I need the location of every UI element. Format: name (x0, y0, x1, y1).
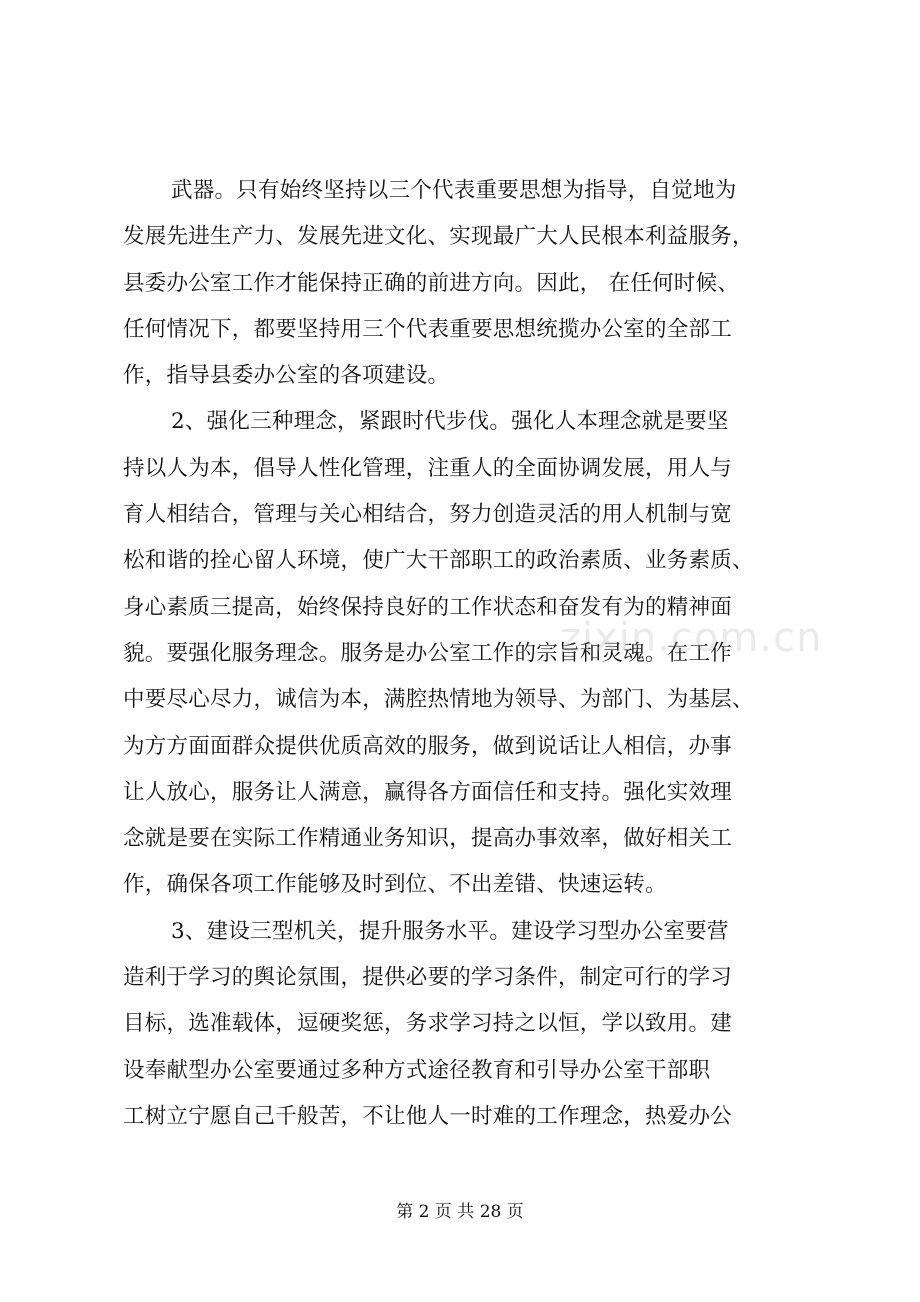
text-line: 作，确保各项工作能够及时到位、不出差错、快速运转。 (123, 872, 667, 898)
text-line: 中要尽心尽力，诚信为本，满腔热情地为领导、为部门、为基层、 (123, 687, 754, 713)
text-line: 任何情况下，都要坚持用三个代表重要思想统揽办公室的全部工 (123, 316, 733, 342)
text-line: 造利于学习的舆论氛围，提供必要的学习条件，制定可行的学习 (123, 965, 733, 991)
text-line: 育人相结合，管理与关心相结合，努力创造灵活的用人机制与宽 (123, 502, 733, 528)
paragraph-start-line: 2、强化三种理念，紧跟时代步伐。强化人本理念就是要坚 (171, 409, 729, 435)
body-text (123, 168, 803, 1140)
text-line: 身心素质三提高，始终保持良好的工作状态和奋发有为的精神面 (123, 594, 733, 620)
text-line: 工树立宁愿自己千般苦，不让他人一时难的工作理念，热爱办公 (123, 1103, 733, 1129)
text-line: 念就是要在实际工作精通业务知识，提高办事效率，做好相关工 (123, 826, 733, 852)
text-line: 貌。要强化服务理念。服务是办公室工作的宗旨和灵魂。在工作 (123, 640, 733, 666)
text-line: 发展先进生产力、发展先进文化、实现最广大人民根本利益服务， (123, 224, 754, 250)
paragraph-start-line: 3、建设三型机关，提升服务水平。建设学习型办公室要营 (171, 918, 729, 944)
text-line: 持以人为本，倡导人性化管理，注重人的全面协调发展，用人与 (123, 455, 733, 481)
text-line: 作，指导县委办公室的各项建设。 (123, 363, 450, 389)
text-line: 县委办公室工作才能保持正确的前进方向。因此， 在任何时候、 (123, 270, 740, 296)
text-line: 设奉献型办公室要通过多种方式途径教育和引导办公室干部职 (123, 1057, 711, 1083)
text-line: 武器。只有始终坚持以三个代表重要思想为指导，自觉地为 (171, 178, 737, 203)
text-line: 为方方面面群众提供优质高效的服务，做到说话让人相信，办事 (123, 733, 733, 759)
watermark: zixin.com.cn (560, 615, 823, 661)
text-line: 目标，选准载体，逗硬奖惩，务求学习持之以恒，学以致用。建 (123, 1011, 733, 1037)
text-line: 松和谐的拴心留人环境，使广大干部职工的政治素质、业务素质、 (123, 548, 754, 574)
page-number-footer: 第 2 页 共 28 页 (396, 1202, 524, 1222)
text-line: 让人放心，服务让人满意，赢得各方面信任和支持。强化实效理 (123, 779, 733, 805)
